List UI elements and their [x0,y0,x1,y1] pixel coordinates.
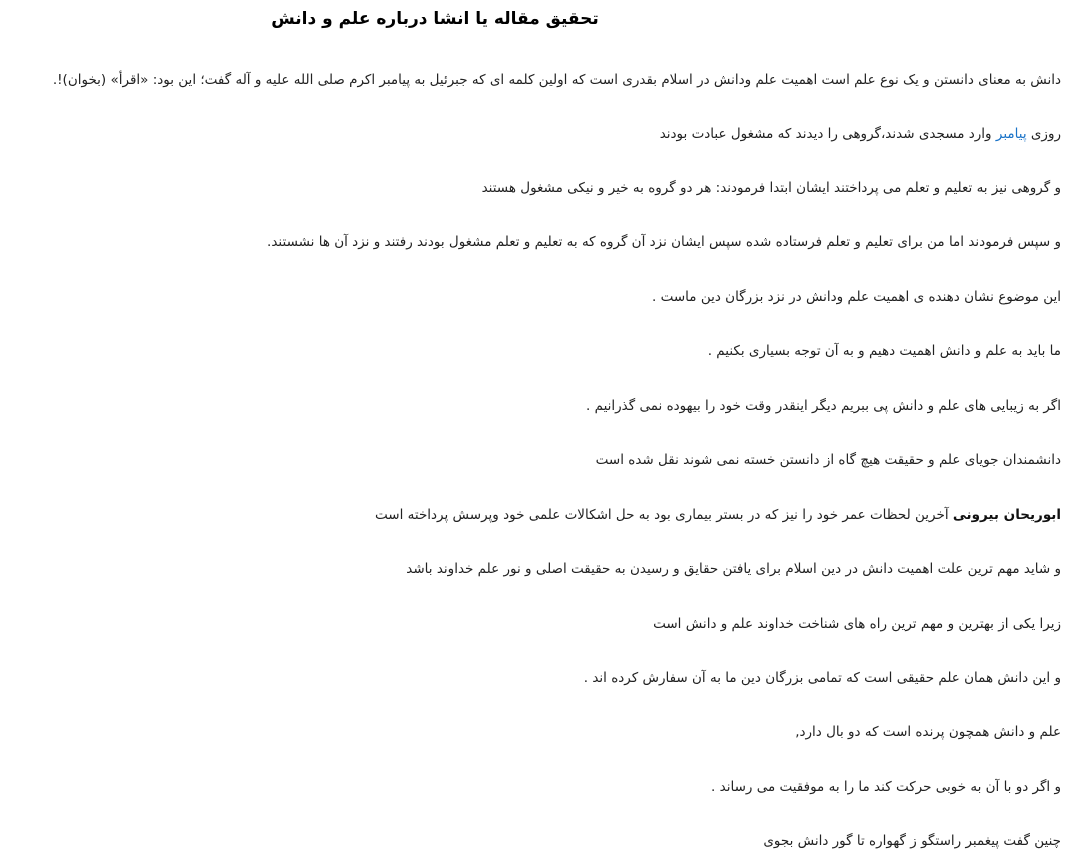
paragraph: و اگر دو با آن به خوبی حرکت کند ما را به موفقیت می رساند . [711,779,1061,795]
paragraph [4,123,1061,145]
paragraph: این موضوع نشان دهنده ی اهمیت علم ودانش در نزد بزرگان دین ماست . [652,289,1061,305]
paragraph: دانش به معنای دانستن و یک نوع علم است اهمیت علم ودانش در اسلام بقدری است که اولین کلمه ای که جبرئیل به پیامبر اکرم صلی الله علیه و آله گفت؛ این بود: «اقرأ» (بخوان)!. [52,72,1061,88]
paragraph: چنین گفت پیغمبر راستگو ز گهواره تا گور دانش بجوی [763,833,1061,849]
paragraph [4,504,1061,526]
paragraph: دانشمندان جویای علم و حقیقت هیچ گاه از دانستن خسته نمی شوند نقل شده است [595,452,1061,468]
paragraph-text: وارد مسجدی شدند،گروهی را دیدند که مشغول عبادت بودند [659,126,996,142]
paragraph: و سپس فرمودند اما من برای تعلیم و تعلم فرستاده شده سپس ایشان نزد آن گروه که به تعلیم و تعلم مشغول بودند رفتند و نزد آن ها نشستند. [267,234,1061,250]
paragraph-text: روزی [1026,126,1061,142]
paragraph: و این دانش همان علم حقیقی است که تمامی بزرگان دین ما به آن سفارش کرده اند . [583,670,1061,686]
paragraph: و گروهی نیز به تعلیم و تعلم می پرداختند ایشان ابتدا فرمودند: هر دو گروه به خیر و نیکی مشغول هستند [481,180,1061,196]
paragraph-text: آخرین لحظات عمر خود را نیز که در بستر بیماری بود به حل اشکالات علمی خود وپرسش پرداخته است [375,507,953,523]
biruni-name: ابوریحان بیرونی [952,507,1061,523]
prophet-link[interactable]: پیامبر [995,126,1027,142]
paragraph: علم و دانش همچون پرنده است که دو بال دارد, [795,724,1061,740]
paragraph: اگر به زیبایی های علم و دانش پی ببریم دیگر اینقدر وقت خود را بیهوده نمی گذرانیم . [586,398,1061,414]
paragraph: و شاید مهم ترین علت اهمیت دانش در دین اسلام برای یافتن حقایق و رسیدن به حقیقت اصلی و نور علم خداوند باشد [406,561,1061,577]
article-title: تحقیق مقاله یا انشا درباره علم و دانش [271,9,599,29]
paragraph: زیرا یکی از بهترین و مهم ترین راه های شناخت خداوند علم و دانش است [653,616,1061,632]
paragraph: ما باید به علم و دانش اهمیت دهیم و به آن توجه بسیاری بکنیم . [707,343,1061,359]
